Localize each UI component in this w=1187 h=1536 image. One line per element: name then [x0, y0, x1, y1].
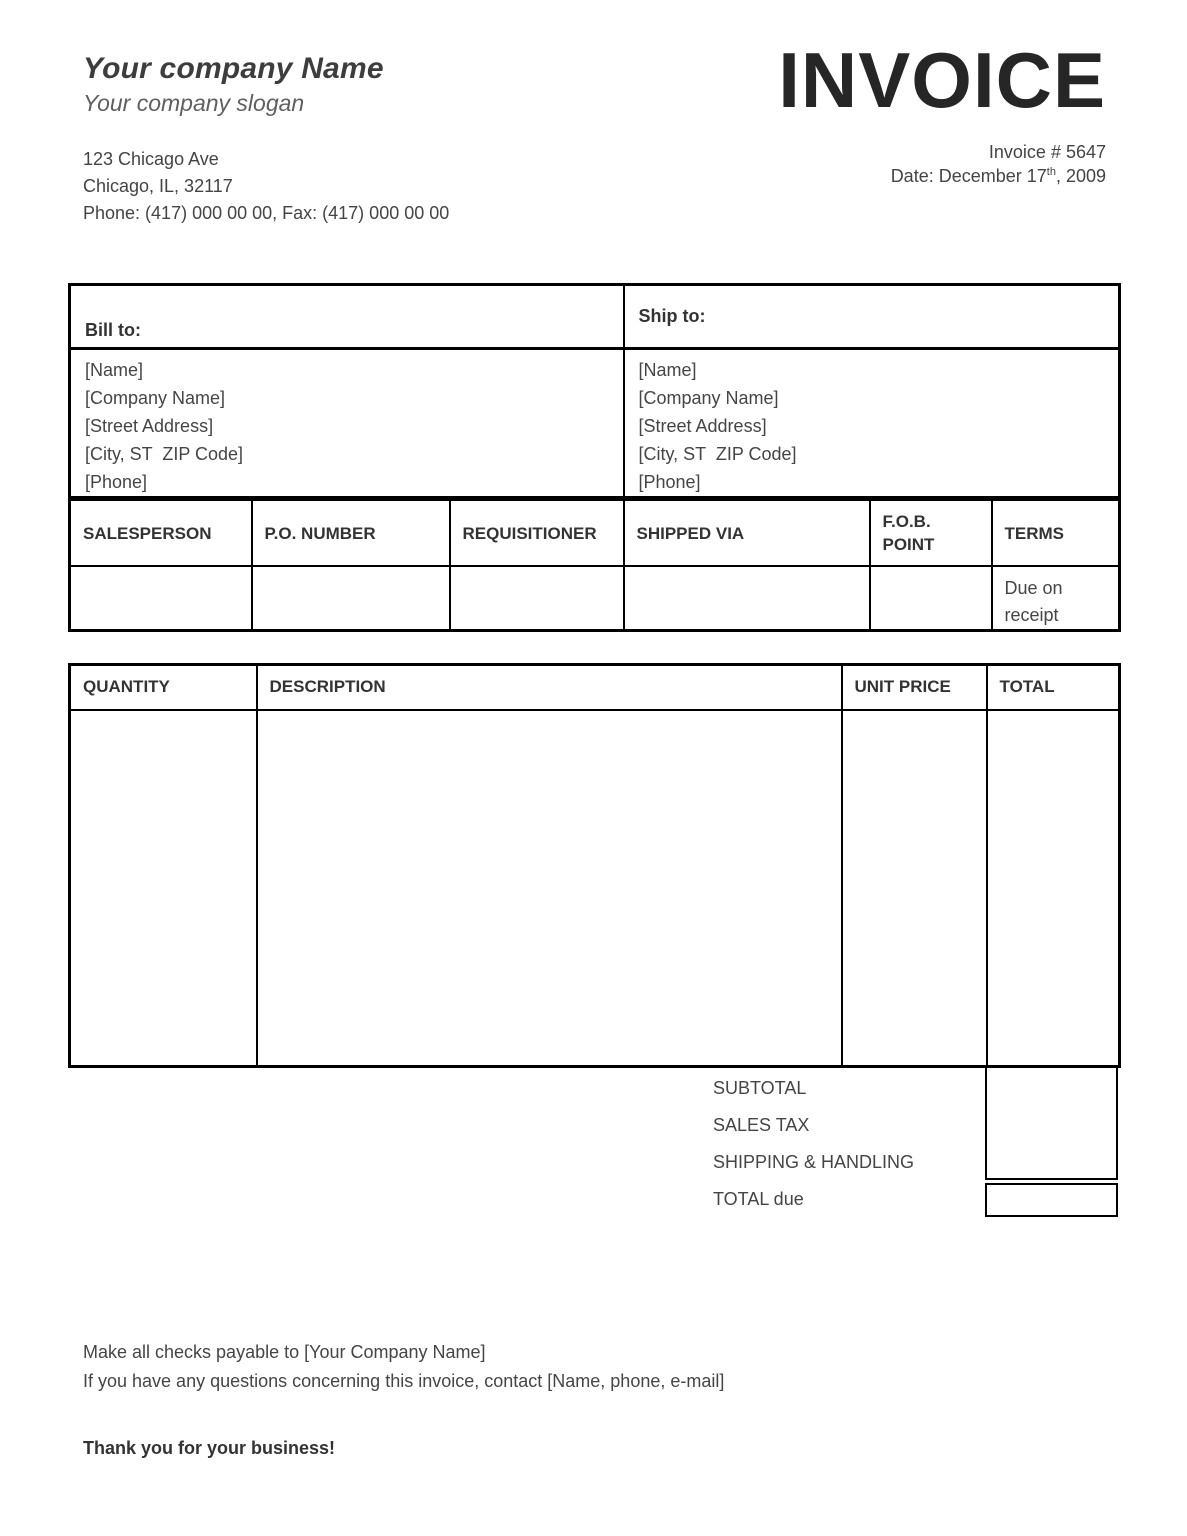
shipped-via-value-cell [624, 566, 870, 631]
questions-contact-note: If you have any questions concerning this invoice, contact [Name, phone, e-mail] [83, 1371, 725, 1391]
items-quantity-column-cell [70, 710, 257, 1067]
ship-to-line: [Name] [638, 360, 697, 380]
po-number-value-cell [252, 566, 450, 631]
bill-to-line: [City, ST ZIP Code] [85, 444, 244, 464]
totals-label-sales-tax: SALES TAX [713, 1115, 810, 1135]
bill-to-line: [Street Address] [85, 416, 214, 436]
company-slogan: Your company slogan [83, 90, 305, 116]
ship-to-line: [Street Address] [638, 416, 767, 436]
company-address-line: 123 Chicago Ave [83, 149, 219, 169]
company-address-line: Phone: (417) 000 00 00, Fax: (417) 000 00 00 [83, 203, 450, 223]
totals-label-subtotal: SUBTOTAL [713, 1078, 807, 1098]
totals-amounts-box [985, 1068, 1118, 1180]
totals-label-total-due: TOTAL due [713, 1189, 804, 1209]
items-header-unit-price: UNIT PRICE [842, 665, 987, 710]
bill-to-address-cell [70, 349, 624, 498]
totals-section [68, 1068, 1118, 1218]
company-name: Your company Name [83, 52, 384, 85]
ship-to-address-cell [624, 349, 1120, 498]
requisitioner-value-cell [450, 566, 624, 631]
order-info-header-terms: TERMS [992, 500, 1120, 566]
items-header-description: DESCRIPTION [257, 665, 842, 710]
bill-to-line: [Name] [85, 360, 144, 380]
checks-payable-note: Make all checks payable to [Your Company Name] [83, 1342, 486, 1362]
invoice-title: INVOICE [778, 36, 1106, 124]
items-unit-price-column-cell [842, 710, 987, 1067]
invoice-number: Invoice # 5647 [988, 142, 1106, 162]
order-info-header-fob-point: F.O.B. POINT [870, 500, 992, 566]
company-address-line: Chicago, IL, 32117 [83, 176, 233, 196]
company-address [83, 146, 449, 227]
order-info-header-salesperson: SALESPERSON [70, 500, 252, 566]
totals-label-shipping-handling: SHIPPING & HANDLING [713, 1152, 915, 1172]
terms-value-cell: Due on receipt [992, 566, 1120, 631]
order-info-header-shipped-via: SHIPPED VIA [624, 500, 870, 566]
bill-to-line: [Phone] [85, 472, 148, 492]
ship-to-line: [Company Name] [638, 388, 779, 408]
total-due-amount-box [985, 1183, 1118, 1217]
items-header-quantity: QUANTITY [70, 665, 257, 710]
date-ordinal-suffix: th [1046, 166, 1056, 178]
order-info-table [68, 499, 1121, 632]
page-header [68, 0, 1118, 283]
bill-to-line: [Company Name] [85, 388, 226, 408]
items-header-total: TOTAL [987, 665, 1120, 710]
bill-to-header: Bill to: [70, 285, 624, 349]
bill-ship-table [68, 283, 1121, 499]
order-info-header-po-number: P.O. NUMBER [252, 500, 450, 566]
thank-you-note: Thank you for your business! [83, 1438, 336, 1458]
ship-to-line: [City, ST ZIP Code] [638, 444, 797, 464]
line-items-table [68, 663, 1121, 1068]
invoice-meta [778, 140, 1106, 188]
items-description-column-cell [257, 710, 842, 1067]
invoice-header-right [778, 36, 1106, 188]
ship-to-header: Ship to: [624, 285, 1120, 349]
ship-to-line: [Phone] [638, 472, 701, 492]
fob-point-value-cell [870, 566, 992, 631]
order-info-header-requisitioner: REQUISITIONER [450, 500, 624, 566]
salesperson-value-cell [70, 566, 252, 631]
items-total-column-cell [987, 710, 1120, 1067]
page-footer [68, 1338, 1118, 1459]
totals-labels [713, 1070, 914, 1218]
invoice-date: Date: December 17th, 2009 [890, 166, 1106, 186]
